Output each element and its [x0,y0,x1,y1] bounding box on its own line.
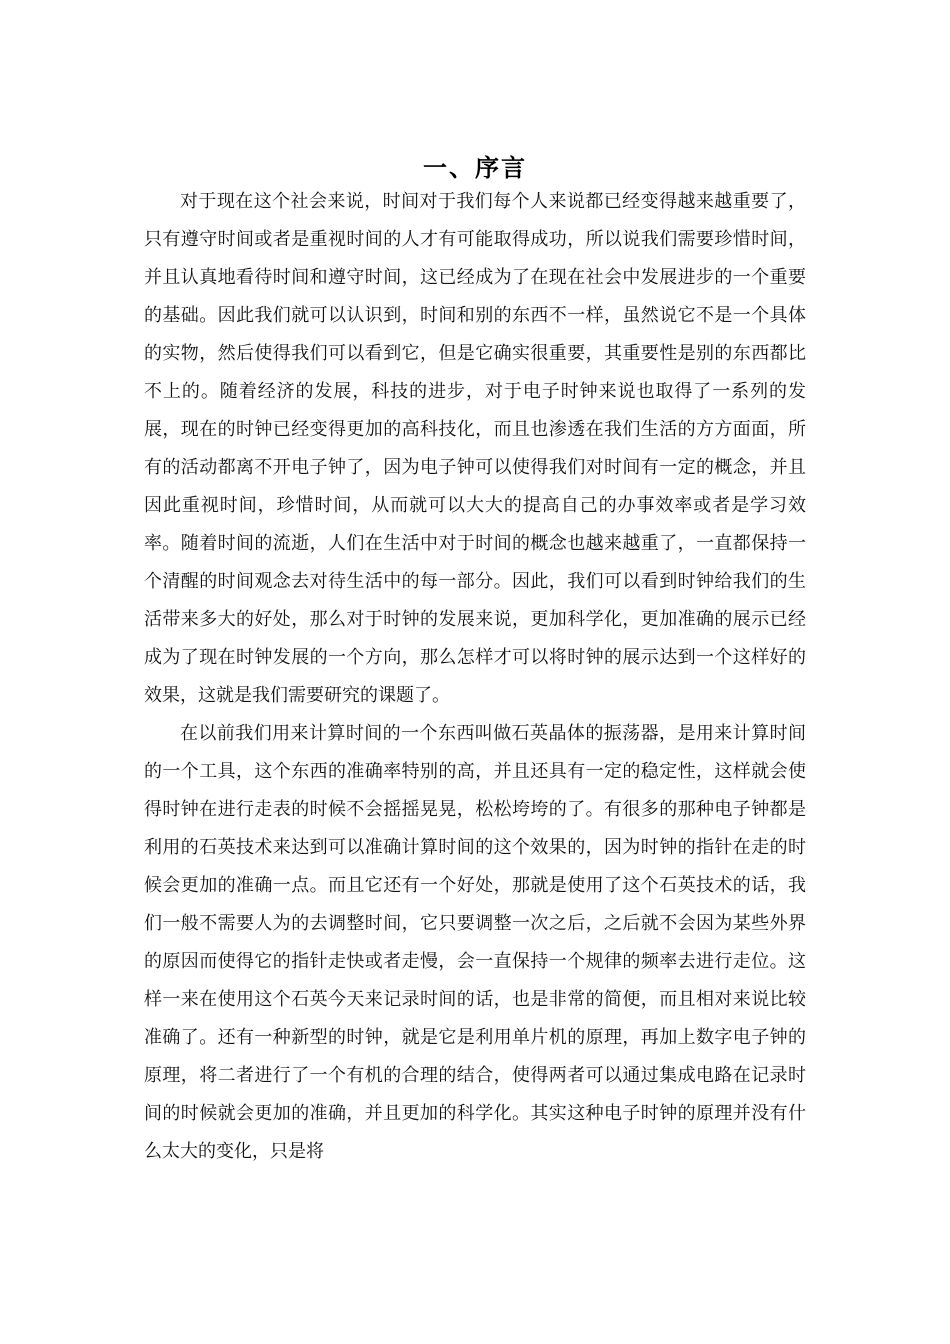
section-title: 一、序言 [423,154,527,183]
paragraph: 在以前我们用来计算时间的一个东西叫做石英晶体的振荡器，是用来计算时间的一个工具，这个东西的准确率特别的高，并且还具有一定的稳定性，这样就会使得时钟在进行走表的时候不会摇摇晃晃，松松垮垮的了。有很多的那种电子钟都是利用的石英技术来达到可以准确计算时间的这个效果的，因为时钟的指针在走的时候会更加的准确一点。而且它还有一个好处，那就是使用了这个石英技术的话，我们一般不需要人为的去调整时间，它只要调整一次之后，之后就不会因为某些外界的原因而使得它的指针走快或者走慢，会一直保持一个规律的频率去进行走位。这样一来在使用这个石英今天来记录时间的话，也是非常的简便，而且相对来说比较准确了。还有一种新型的时钟，就是它是利用单片机的原理，再加上数字电子钟的原理，将二者进行了一个有机的合理的结合，使得两者可以通过集成电路在记录时间的时候就会更加的准确，并且更加的科学化。其实这种电子时钟的原理并没有什么太大的变化，只是将 [144,723,806,1162]
document-body [144,183,806,1171]
paragraph: 对于现在这个社会来说，时间对于我们每个人来说都已经变得越来越重要了，只有遵守时间或者是重视时间的人才有可能取得成功，所以说我们需要珍惜时间，并且认真地看待时间和遵守时间，这已经成为了在现在社会中发展进步的一个重要的基础。因此我们就可以认识到，时间和别的东西不一样，虽然说它不是一个具体的实物，然后使得我们可以看到它，但是它确实很重要，其重要性是别的东西都比不上的。随着经济的发展，科技的进步，对于电子时钟来说也取得了一系列的发展，现在的时钟已经变得更加的高科技化，而且也渗透在我们生活的方方面面，所有的活动都离不开电子钟了，因为电子钟可以使得我们对时间有一定的概念，并且因此重视时间，珍惜时间，从而就可以大大的提高自己的办事效率或者是学习效率。随着时间的流逝，人们在生活中对于时间的概念也越来越重了，一直都保持一个清醒的时间观念去对待生活中的每一部分。因此，我们可以看到时钟给我们的生活带来多大的好处，那么对于时钟的发展来说，更加科学化，更加准确的展示已经成为了现在时钟发展的一个方向，那么怎样才可以将时钟的展示达到一个这样好的效果，这就是我们需要研究的课题了。 [144,191,806,706]
